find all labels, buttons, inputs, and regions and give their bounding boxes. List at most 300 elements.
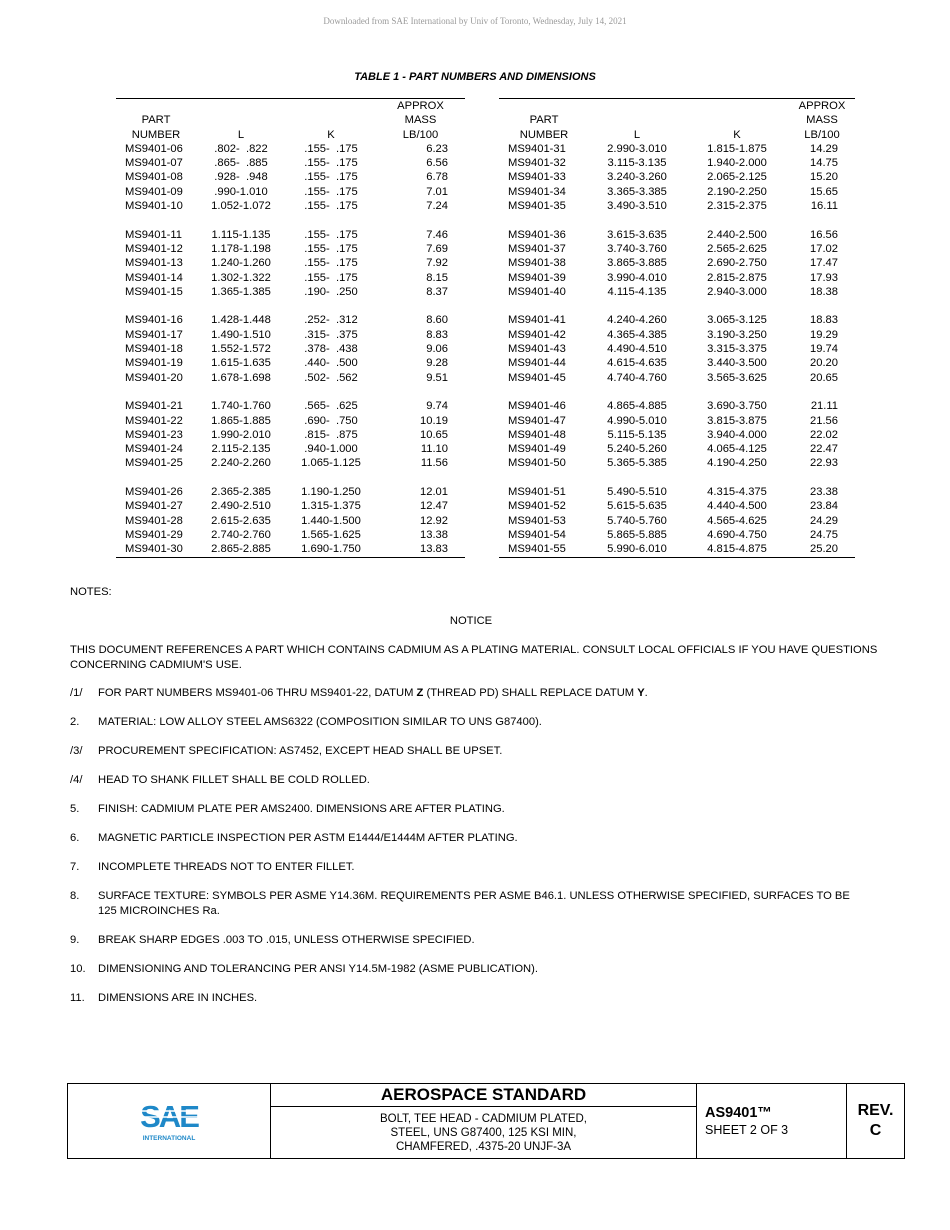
k-dimension-cell: .440- .500: [304, 357, 358, 370]
note-item: [70, 686, 870, 701]
l-dimension-cell: 1.052-1.072: [211, 200, 271, 213]
mass-cell: 14.75: [810, 157, 838, 170]
k-dimension-cell: 4.565-4.625: [707, 514, 767, 527]
table-row: [499, 156, 855, 170]
mass-cell: 11.10: [420, 443, 448, 456]
l-dimension-cell: 3.240-3.260: [607, 171, 667, 184]
k-dimension-cell: 3.440-3.500: [707, 357, 767, 370]
table-row: [116, 242, 465, 256]
k-dimension-cell: .378- .438: [304, 343, 358, 356]
mass-cell: 16.11: [810, 200, 838, 213]
l-dimension-cell: 1.552-1.572: [211, 343, 271, 356]
l-dimension-cell: 4.990-5.010: [607, 414, 667, 427]
mass-cell: 6.56: [426, 157, 448, 170]
note-item: [70, 802, 870, 817]
table-row: [116, 299, 465, 328]
part-number-cell: MS9401-14: [125, 271, 183, 284]
mass-cell: 22.93: [810, 457, 838, 470]
table-row: [499, 271, 855, 285]
mass-cell: 15.20: [810, 171, 838, 184]
note-number: 5.: [70, 803, 80, 815]
mass-cell: 9.51: [426, 371, 448, 384]
mass-cell: 9.06: [426, 343, 448, 356]
mass-cell: 8.60: [426, 314, 448, 327]
k-dimension-cell: 3.315-3.375: [707, 343, 767, 356]
l-dimension-cell: 1.678-1.698: [211, 371, 271, 384]
l-dimension-cell: 2.865-2.885: [211, 543, 271, 556]
part-number-cell: MS9401-25: [125, 457, 183, 470]
table-row: [499, 356, 855, 370]
header-mass-2: MASS: [404, 114, 437, 127]
l-dimension-cell: .802- .822: [214, 142, 268, 155]
table-row: [499, 185, 855, 199]
part-number-cell: MS9401-47: [508, 414, 566, 427]
part-number-cell: MS9401-34: [508, 185, 566, 198]
header-mass-2: MASS: [806, 114, 838, 127]
part-number-cell: MS9401-45: [508, 371, 566, 384]
table-row: [116, 514, 465, 528]
mass-cell: 15.65: [810, 185, 838, 198]
part-number-cell: MS9401-31: [508, 142, 566, 155]
k-dimension-cell: .155- .175: [304, 271, 358, 284]
notes-list: [70, 686, 870, 1020]
l-dimension-cell: 4.740-4.760: [607, 371, 667, 384]
table-row: [499, 528, 855, 542]
description-line: STEEL, UNS G87400, 125 KSI MIN,: [390, 1127, 577, 1139]
k-dimension-cell: 1.440-1.500: [301, 514, 361, 527]
mass-cell: 24.29: [810, 514, 838, 527]
l-dimension-cell: 3.865-3.885: [607, 257, 667, 270]
k-dimension-cell: 2.190-2.250: [707, 185, 767, 198]
k-dimension-cell: .690- .750: [304, 414, 358, 427]
note-number: 7.: [70, 861, 80, 873]
part-number-cell: MS9401-26: [125, 486, 183, 499]
l-dimension-cell: 5.990-6.010: [607, 543, 667, 556]
note-number: 10.: [70, 963, 86, 975]
note-number: 9.: [70, 934, 80, 946]
k-dimension-cell: .940-1.000: [304, 443, 358, 456]
description-line: BOLT, TEE HEAD - CADMIUM PLATED,: [379, 1113, 588, 1125]
notes-label: NOTES:: [70, 586, 112, 598]
document-number: AS9401™: [705, 1105, 772, 1121]
part-number-cell: MS9401-17: [125, 328, 183, 341]
k-dimension-cell: .155- .175: [304, 157, 358, 170]
logo-wordmark: SAE: [140, 1099, 198, 1134]
part-number-cell: MS9401-54: [508, 528, 566, 541]
l-dimension-cell: 1.490-1.510: [211, 328, 271, 341]
note-number: 6.: [70, 832, 80, 844]
mass-cell: 12.92: [420, 514, 448, 527]
part-number-cell: MS9401-48: [508, 428, 566, 441]
part-number-cell: MS9401-32: [508, 157, 566, 170]
note-text: DIMENSIONING AND TOLERANCING PER ANSI Y14.5M-1982 (ASME PUBLICATION).: [98, 963, 538, 975]
header-l: L: [237, 128, 245, 141]
k-dimension-cell: 3.190-3.250: [707, 328, 767, 341]
l-dimension-cell: 2.115-2.135: [211, 443, 271, 456]
mass-cell: 12.01: [420, 486, 448, 499]
document-id: [697, 1084, 847, 1158]
part-number-cell: MS9401-44: [508, 357, 566, 370]
title-block: [67, 1083, 905, 1159]
table-row: [116, 285, 465, 299]
mass-cell: 9.28: [426, 357, 448, 370]
part-number-cell: MS9401-18: [125, 343, 183, 356]
part-number-cell: MS9401-08: [125, 171, 183, 184]
k-dimension-cell: 2.815-2.875: [707, 271, 767, 284]
note-item: [70, 933, 870, 948]
part-number-cell: MS9401-38: [508, 257, 566, 270]
l-dimension-cell: 3.115-3.135: [607, 157, 667, 170]
part-number-cell: MS9401-33: [508, 171, 566, 184]
part-number-cell: MS9401-39: [508, 271, 566, 284]
note-text: SURFACE TEXTURE: SYMBOLS PER ASME Y14.36M. REQUIREMENTS PER ASME B46.1. UNLESS OTHERWISE SPECIFIED, SURFACES TO BE 125 MICROINCHES Ra.: [98, 890, 850, 917]
revision-value: C: [869, 1122, 882, 1139]
mass-cell: 19.74: [810, 343, 838, 356]
k-dimension-cell: .565- .625: [304, 400, 358, 413]
part-number-cell: MS9401-52: [508, 500, 566, 513]
table-row: [116, 156, 465, 170]
l-dimension-cell: .990-1.010: [214, 185, 268, 198]
header-part-2: NUMBER: [519, 128, 569, 141]
part-number-cell: MS9401-37: [508, 242, 566, 255]
table-title: TABLE 1 - PART NUMBERS AND DIMENSIONS: [354, 71, 596, 83]
mass-cell: 21.11: [810, 400, 838, 413]
part-number-cell: MS9401-29: [125, 528, 183, 541]
table-row: [116, 442, 465, 456]
k-dimension-cell: 2.690-2.750: [707, 257, 767, 270]
k-dimension-cell: 4.440-4.500: [707, 500, 767, 513]
part-number-cell: MS9401-09: [125, 185, 183, 198]
l-dimension-cell: 1.365-1.385: [211, 285, 271, 298]
note-item: [70, 860, 870, 875]
l-dimension-cell: 5.115-5.135: [607, 428, 667, 441]
note-item: [70, 773, 870, 788]
mass-cell: 7.01: [426, 185, 448, 198]
table-row: [116, 213, 465, 242]
part-number-cell: MS9401-42: [508, 328, 566, 341]
sheet-number: SHEET 2 OF 3: [705, 1123, 789, 1137]
l-dimension-cell: 5.490-5.510: [607, 486, 667, 499]
logo-subtext: INTERNATIONAL: [142, 1135, 196, 1142]
part-table-right: [499, 98, 855, 558]
table-row: [116, 542, 465, 557]
part-number-cell: MS9401-23: [125, 428, 183, 441]
mass-cell: 17.02: [810, 242, 838, 255]
k-dimension-cell: 1.815-1.875: [707, 142, 767, 155]
mass-cell: 24.75: [810, 528, 838, 541]
mass-cell: 20.20: [810, 357, 838, 370]
note-text: FOR PART NUMBERS MS9401-06 THRU MS9401-22, DATUM Z (THREAD PD) SHALL REPLACE DATUM Y.: [98, 687, 648, 699]
mass-cell: 7.24: [426, 200, 448, 213]
table-row: [116, 414, 465, 428]
mass-cell: 13.38: [420, 528, 448, 541]
description-line: CHAMFERED, .4375-20 UNJF-3A: [395, 1141, 572, 1153]
table-row: [499, 456, 855, 470]
l-dimension-cell: 2.490-2.510: [211, 500, 271, 513]
table-row: [499, 328, 855, 342]
part-number-cell: MS9401-24: [125, 443, 183, 456]
l-dimension-cell: 2.990-3.010: [607, 142, 667, 155]
table-row: [499, 385, 855, 414]
part-number-cell: MS9401-10: [125, 200, 183, 213]
part-number-cell: MS9401-27: [125, 500, 183, 513]
mass-cell: 8.37: [426, 285, 448, 298]
title-block-main: [271, 1084, 697, 1158]
mass-cell: 22.02: [810, 428, 838, 441]
mass-cell: 19.29: [810, 328, 838, 341]
k-dimension-cell: 3.690-3.750: [707, 400, 767, 413]
table-row: [499, 142, 855, 156]
table-row: [499, 542, 855, 557]
k-dimension-cell: 2.940-3.000: [707, 285, 767, 298]
header-k: K: [327, 128, 335, 141]
table-row: [499, 213, 855, 242]
l-dimension-cell: 5.865-5.885: [607, 528, 667, 541]
k-dimension-cell: .252- .312: [304, 314, 358, 327]
note-item: [70, 962, 870, 977]
l-dimension-cell: 1.990-2.010: [211, 428, 271, 441]
header-part-1: PART: [141, 114, 171, 127]
k-dimension-cell: 4.190-4.250: [707, 457, 767, 470]
table-row: [499, 242, 855, 256]
mass-cell: 23.38: [810, 486, 838, 499]
k-dimension-cell: 2.565-2.625: [707, 242, 767, 255]
l-dimension-cell: 3.365-3.385: [607, 185, 667, 198]
part-number-cell: MS9401-40: [508, 285, 566, 298]
part-description: [271, 1107, 696, 1158]
note-number: /3/: [70, 745, 83, 757]
k-dimension-cell: 3.815-3.875: [707, 414, 767, 427]
l-dimension-cell: 1.615-1.635: [211, 357, 271, 370]
header-l: L: [633, 128, 641, 141]
note-text: HEAD TO SHANK FILLET SHALL BE COLD ROLLED.: [98, 774, 370, 786]
note-text: DIMENSIONS ARE IN INCHES.: [98, 992, 258, 1004]
table-row: [499, 256, 855, 270]
mass-cell: 17.93: [810, 271, 838, 284]
l-dimension-cell: 5.615-5.635: [607, 500, 667, 513]
part-number-cell: MS9401-11: [125, 228, 183, 241]
table-row: [499, 299, 855, 328]
note-text: BREAK SHARP EDGES .003 TO .015, UNLESS OTHERWISE SPECIFIED.: [98, 934, 475, 946]
header-part-1: PART: [529, 114, 559, 127]
note-number: /1/: [70, 687, 83, 699]
header-mass-1: APPROX: [798, 100, 846, 112]
part-number-cell: MS9401-35: [508, 200, 566, 213]
part-number-cell: MS9401-19: [125, 357, 183, 370]
k-dimension-cell: .155- .175: [304, 171, 358, 184]
note-item: [70, 744, 870, 759]
part-number-cell: MS9401-36: [508, 228, 566, 241]
mass-cell: 6.78: [426, 171, 448, 184]
table-row: [116, 199, 465, 213]
mass-cell: 11.56: [420, 457, 448, 470]
l-dimension-cell: 1.178-1.198: [211, 242, 271, 255]
l-dimension-cell: 1.240-1.260: [211, 257, 271, 270]
table-row: [499, 342, 855, 356]
table-row: [499, 199, 855, 213]
k-dimension-cell: 2.065-2.125: [707, 171, 767, 184]
k-dimension-cell: 1.065-1.125: [301, 457, 361, 470]
table-row: [499, 285, 855, 299]
table-row: [499, 514, 855, 528]
note-item: [70, 715, 870, 730]
mass-cell: 20.65: [810, 371, 838, 384]
k-dimension-cell: 1.315-1.375: [301, 500, 361, 513]
part-number-cell: MS9401-50: [508, 457, 566, 470]
l-dimension-cell: 4.365-4.385: [607, 328, 667, 341]
mass-cell: 13.83: [420, 543, 448, 556]
k-dimension-cell: 3.565-3.625: [707, 371, 767, 384]
table-row: [116, 256, 465, 270]
part-number-cell: MS9401-15: [125, 285, 183, 298]
note-text: MAGNETIC PARTICLE INSPECTION PER ASTM E1444/E1444M AFTER PLATING.: [98, 832, 518, 844]
header-part-2: NUMBER: [131, 128, 181, 141]
table-row: [116, 142, 465, 156]
part-number-cell: MS9401-43: [508, 343, 566, 356]
k-dimension-cell: 1.565-1.625: [301, 528, 361, 541]
part-number-cell: MS9401-21: [125, 400, 183, 413]
l-dimension-cell: 3.990-4.010: [607, 271, 667, 284]
part-number-cell: MS9401-30: [125, 543, 183, 556]
part-number-cell: MS9401-07: [125, 157, 183, 170]
l-dimension-cell: .928- .948: [214, 171, 268, 184]
l-dimension-cell: 5.240-5.260: [607, 443, 667, 456]
l-dimension-cell: 4.240-4.260: [607, 314, 667, 327]
mass-cell: 8.83: [426, 328, 448, 341]
part-number-cell: MS9401-16: [125, 314, 183, 327]
k-dimension-cell: 4.065-4.125: [707, 443, 767, 456]
note-text: FINISH: CADMIUM PLATE PER AMS2400. DIMENSIONS ARE AFTER PLATING.: [98, 803, 505, 815]
table-row: [116, 328, 465, 342]
header-mass-3: LB/100: [804, 128, 840, 141]
mass-cell: 7.92: [426, 257, 448, 270]
table-row: [499, 414, 855, 428]
mass-cell: 21.56: [810, 414, 838, 427]
k-dimension-cell: .155- .175: [304, 242, 358, 255]
mass-cell: 12.47: [420, 500, 448, 513]
k-dimension-cell: 3.940-4.000: [707, 428, 767, 441]
download-watermark: Downloaded from SAE International by Univ of Toronto, Wednesday, July 14, 2021: [323, 16, 627, 26]
l-dimension-cell: 1.740-1.760: [211, 400, 271, 413]
k-dimension-cell: .155- .175: [304, 257, 358, 270]
k-dimension-cell: .502- .562: [304, 371, 358, 384]
table-row: [499, 170, 855, 184]
sae-logo-icon: [129, 1097, 209, 1145]
l-dimension-cell: 3.615-3.635: [607, 228, 667, 241]
k-dimension-cell: 1.690-1.750: [301, 543, 361, 556]
k-dimension-cell: 3.065-3.125: [707, 314, 767, 327]
l-dimension-cell: 4.115-4.135: [607, 285, 667, 298]
k-dimension-cell: 2.440-2.500: [707, 228, 767, 241]
mass-cell: 23.84: [810, 500, 838, 513]
header-k: K: [733, 128, 741, 141]
l-dimension-cell: 3.740-3.760: [607, 242, 667, 255]
l-dimension-cell: 5.740-5.760: [607, 514, 667, 527]
mass-cell: 6.23: [426, 142, 448, 155]
mass-cell: 25.20: [810, 543, 838, 556]
l-dimension-cell: 2.240-2.260: [211, 457, 271, 470]
k-dimension-cell: 2.315-2.375: [707, 200, 767, 213]
table-row: [499, 499, 855, 513]
mass-cell: 18.38: [810, 285, 838, 298]
table-row: [499, 471, 855, 500]
l-dimension-cell: 4.615-4.635: [607, 357, 667, 370]
table-row: [116, 471, 465, 500]
part-number-cell: MS9401-28: [125, 514, 183, 527]
k-dimension-cell: .155- .175: [304, 142, 358, 155]
note-number: /4/: [70, 774, 83, 786]
revision: [847, 1084, 904, 1158]
table-row: [116, 185, 465, 199]
table-row: [499, 442, 855, 456]
part-number-cell: MS9401-46: [508, 400, 566, 413]
l-dimension-cell: 2.740-2.760: [211, 528, 271, 541]
mass-cell: 17.47: [810, 257, 838, 270]
l-dimension-cell: 2.615-2.635: [211, 514, 271, 527]
k-dimension-cell: .190- .250: [304, 285, 358, 298]
k-dimension-cell: 1.190-1.250: [301, 486, 361, 499]
l-dimension-cell: 3.490-3.510: [607, 200, 667, 213]
k-dimension-cell: .155- .175: [304, 228, 358, 241]
mass-cell: 16.56: [810, 228, 838, 241]
l-dimension-cell: 4.865-4.885: [607, 400, 667, 413]
l-dimension-cell: 4.490-4.510: [607, 343, 667, 356]
part-number-cell: MS9401-22: [125, 414, 183, 427]
part-table-left: [116, 98, 465, 558]
note-number: 11.: [70, 992, 85, 1004]
k-dimension-cell: .155- .175: [304, 200, 358, 213]
mass-cell: 10.65: [420, 428, 448, 441]
part-number-cell: MS9401-12: [125, 242, 183, 255]
mass-cell: 7.46: [426, 228, 448, 241]
k-dimension-cell: .315- .375: [304, 328, 358, 341]
l-dimension-cell: 1.428-1.448: [211, 314, 271, 327]
mass-cell: 22.47: [810, 443, 838, 456]
notice-text: THIS DOCUMENT REFERENCES A PART WHICH CONTAINS CADMIUM AS A PLATING MATERIAL. CONSULT LOCAL OFFICIALS IF YOU HAVE QUESTIONS CONCERNING CADMIUM'S USE.: [70, 644, 878, 671]
table-row: [499, 371, 855, 385]
k-dimension-cell: .815- .875: [304, 428, 358, 441]
note-number: 8.: [70, 890, 80, 902]
note-text: INCOMPLETE THREADS NOT TO ENTER FILLET.: [98, 861, 355, 873]
k-dimension-cell: .155- .175: [304, 185, 358, 198]
note-item: [70, 889, 870, 919]
mass-cell: 18.83: [810, 314, 838, 327]
k-dimension-cell: 4.815-4.875: [707, 543, 767, 556]
part-number-cell: MS9401-13: [125, 257, 183, 270]
standard-title: AEROSPACE STANDARD: [271, 1084, 696, 1107]
part-number-cell: MS9401-20: [125, 371, 183, 384]
note-text: PROCUREMENT SPECIFICATION: AS7452, EXCEPT HEAD SHALL BE UPSET.: [98, 745, 503, 757]
table-row: [116, 356, 465, 370]
table-row: [116, 385, 465, 414]
l-dimension-cell: 1.865-1.885: [211, 414, 271, 427]
l-dimension-cell: .865- .885: [214, 157, 268, 170]
revision-label: REV.: [857, 1102, 894, 1119]
note-number: 2.: [70, 716, 80, 728]
k-dimension-cell: 4.315-4.375: [707, 486, 767, 499]
header-mass-3: LB/100: [402, 128, 439, 141]
table-row: [116, 271, 465, 285]
sae-logo: [68, 1084, 271, 1158]
table-row: [116, 499, 465, 513]
l-dimension-cell: 1.115-1.135: [211, 228, 271, 241]
table-row: [116, 170, 465, 184]
table-row: [116, 528, 465, 542]
k-dimension-cell: 1.940-2.000: [707, 157, 767, 170]
part-number-cell: MS9401-41: [508, 314, 566, 327]
table-row: [116, 342, 465, 356]
part-number-cell: MS9401-53: [508, 514, 566, 527]
